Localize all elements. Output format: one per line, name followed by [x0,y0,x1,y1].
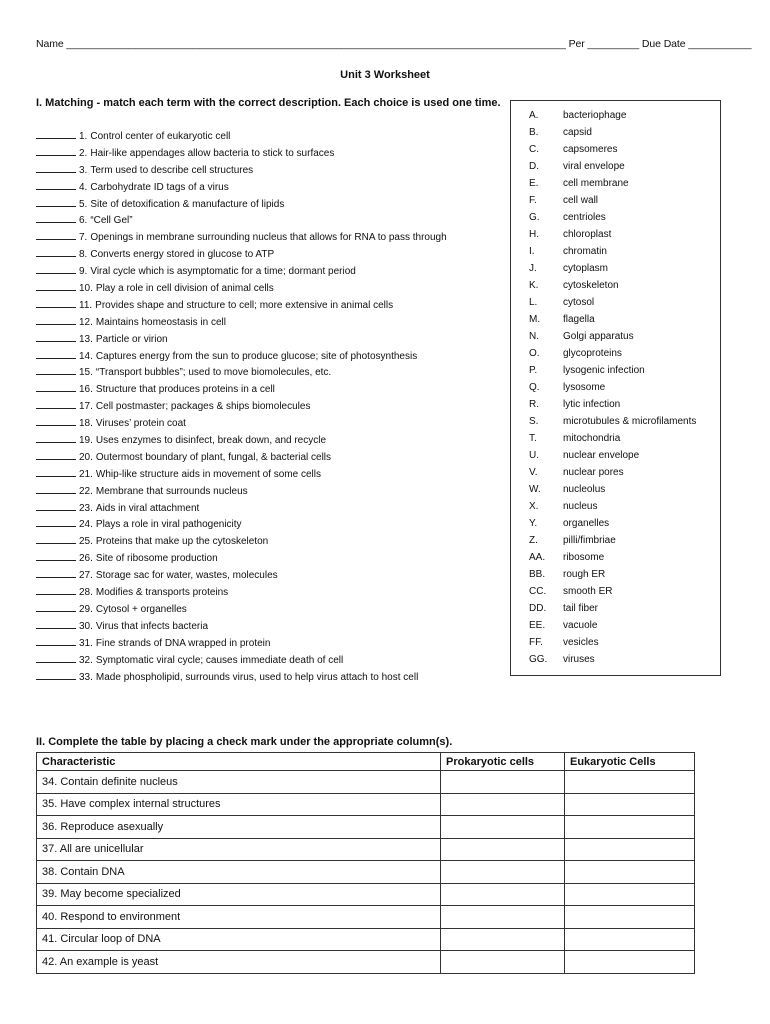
choice-item: I. chromatin [529,246,607,257]
matching-item: 1. Control center of eukaryotic cell [36,127,447,144]
characteristic-cell: 39. May become specialized [37,883,441,906]
matching-item: 32. Symptomatic viral cycle; causes immediate death of cell [36,651,447,668]
answer-blank[interactable] [36,178,76,190]
section2-heading: II. Complete the table by placing a check mark under the appropriate column(s). [36,736,453,748]
name-per-date-line: Name _______________________________________________________________________________________ Per _________ Due Date ___________ [36,38,752,50]
answer-blank[interactable] [36,380,76,392]
matching-item: 23. Aids in viral attachment [36,499,447,516]
prokaryotic-check-cell[interactable] [441,793,565,816]
characteristics-table [36,752,695,974]
answer-blank[interactable] [36,245,76,257]
matching-terms-list [36,127,447,684]
worksheet-title: Unit 3 Worksheet [340,69,430,81]
characteristic-cell: 38. Contain DNA [37,861,441,884]
matching-item: 28. Modifies & transports proteins [36,583,447,600]
matching-item: 19. Uses enzymes to disinfect, break down, and recycle [36,431,447,448]
characteristic-cell: 34. Contain definite nucleus [37,771,441,794]
answer-blank[interactable] [36,363,76,375]
answer-blank[interactable] [36,347,76,359]
choice-item: Z. pilli/fimbriae [529,535,616,546]
table-row [37,951,695,974]
characteristic-cell: 41. Circular loop of DNA [37,928,441,951]
matching-item: 22. Membrane that surrounds nucleus [36,482,447,499]
characteristic-cell: 36. Reproduce asexually [37,816,441,839]
matching-item: 5. Site of detoxification & manufacture of lipids [36,195,447,212]
matching-item: 7. Openings in membrane surrounding nucleus that allows for RNA to pass through [36,228,447,245]
matching-item: 2. Hair-like appendages allow bacteria to stick to surfaces [36,144,447,161]
answer-blank[interactable] [36,431,76,443]
matching-item: 4. Carbohydrate ID tags of a virus [36,178,447,195]
choice-item: N. Golgi apparatus [529,331,634,342]
answer-blank[interactable] [36,634,76,646]
answer-blank[interactable] [36,482,76,494]
choice-item: V. nuclear pores [529,467,624,478]
eukaryotic-check-cell[interactable] [565,906,695,929]
answer-blank[interactable] [36,515,76,527]
eukaryotic-check-cell[interactable] [565,771,695,794]
answer-blank[interactable] [36,228,76,240]
matching-item: 25. Proteins that make up the cytoskeleton [36,532,447,549]
characteristic-cell: 37. All are unicellular [37,838,441,861]
prokaryotic-check-cell[interactable] [441,906,565,929]
choice-item: G. centrioles [529,212,606,223]
eukaryotic-check-cell[interactable] [565,951,695,974]
eukaryotic-check-cell[interactable] [565,861,695,884]
choice-item: M. flagella [529,314,595,325]
answer-blank[interactable] [36,262,76,274]
answer-blank[interactable] [36,499,76,511]
answer-blank[interactable] [36,532,76,544]
table-row [37,771,695,794]
answer-blank[interactable] [36,414,76,426]
matching-item: 17. Cell postmaster; packages & ships biomolecules [36,397,447,414]
answer-blank[interactable] [36,330,76,342]
answer-blank[interactable] [36,144,76,156]
table-row [37,928,695,951]
choice-item: F. cell wall [529,195,599,206]
matching-item: 10. Play a role in cell division of animal cells [36,279,447,296]
choice-item: E. cell membrane [529,178,629,189]
matching-item: 13. Particle or virion [36,330,447,347]
choice-item: EE. vacuole [529,620,598,631]
choice-item: DD. tail fiber [529,603,599,614]
matching-item: 24. Plays a role in viral pathogenicity [36,515,447,532]
choice-item: H. chloroplast [529,229,612,240]
characteristic-cell: 35. Have complex internal structures [37,793,441,816]
prokaryotic-check-cell[interactable] [441,951,565,974]
choice-item: FF. vesicles [529,637,599,648]
section1-heading: I. Matching - match each term with the correct description. Each choice is used one time. [36,97,501,109]
matching-item: 3. Term used to describe cell structures [36,161,447,178]
prokaryotic-check-cell[interactable] [441,838,565,861]
matching-item: 31. Fine strands of DNA wrapped in protein [36,634,447,651]
eukaryotic-check-cell[interactable] [565,928,695,951]
eukaryotic-check-cell[interactable] [565,883,695,906]
prokaryotic-check-cell[interactable] [441,861,565,884]
eukaryotic-check-cell[interactable] [565,793,695,816]
matching-item: 9. Viral cycle which is asymptomatic for a time; dormant period [36,262,447,279]
choice-item: P. lysogenic infection [529,365,645,376]
characteristic-cell: 40. Respond to environment [37,906,441,929]
answer-blank[interactable] [36,651,76,663]
choice-item: R. lytic infection [529,399,621,410]
answer-blank[interactable] [36,195,76,207]
matching-item: 11. Provides shape and structure to cell; more extensive in animal cells [36,296,447,313]
choices-list [529,107,696,668]
choice-item: Y. organelles [529,518,610,529]
eukaryotic-check-cell[interactable] [565,838,695,861]
matching-item: 26. Site of ribosome production [36,549,447,566]
matching-item: 20. Outermost boundary of plant, fungal, & bacterial cells [36,448,447,465]
table-row [37,883,695,906]
answer-blank[interactable] [36,161,76,173]
prokaryotic-check-cell[interactable] [441,771,565,794]
matching-item: 27. Storage sac for water, wastes, molecules [36,566,447,583]
matching-item: 29. Cytosol + organelles [36,600,447,617]
answer-blank[interactable] [36,296,76,308]
choice-item: S. microtubules & microfilaments [529,416,697,427]
choice-item: CC. smooth ER [529,586,613,597]
answer-blank[interactable] [36,566,76,578]
matching-item: 30. Virus that infects bacteria [36,617,447,634]
answer-blank[interactable] [36,617,76,629]
table-row [37,861,695,884]
characteristic-cell: 42. An example is yeast [37,951,441,974]
choice-item: BB. rough ER [529,569,606,580]
prokaryotic-check-cell[interactable] [441,928,565,951]
choice-item: Q. lysosome [529,382,606,393]
matching-item: 18. Viruses’ protein coat [36,414,447,431]
answer-blank[interactable] [36,127,76,139]
table-row [37,793,695,816]
choice-item: K. cytoskeleton [529,280,619,291]
choice-item: A. bacteriophage [529,110,627,121]
answer-blank[interactable] [36,668,76,680]
column-header-eukaryotic: Eukaryotic Cells [565,753,695,771]
matching-item: 14. Captures energy from the sun to produce glucose; site of photosynthesis [36,347,447,364]
answer-blank[interactable] [36,448,76,460]
prokaryotic-check-cell[interactable] [441,816,565,839]
answer-blank[interactable] [36,211,76,223]
choice-item: U. nuclear envelope [529,450,640,461]
table-row [37,816,695,839]
matching-item: 12. Maintains homeostasis in cell [36,313,447,330]
table-row [37,838,695,861]
choice-item: X. nucleus [529,501,598,512]
answer-blank[interactable] [36,465,76,477]
answer-blank[interactable] [36,397,76,409]
choice-item: GG. viruses [529,654,595,665]
matching-item: 6. “Cell Gel” [36,211,447,228]
choice-item: B. capsid [529,127,592,138]
answer-blank[interactable] [36,313,76,325]
choice-item: AA. ribosome [529,552,605,563]
table-header-row [37,753,695,771]
matching-item: 33. Made phospholipid, surrounds virus, used to help virus attach to host cell [36,668,447,685]
table-row [37,906,695,929]
answer-blank[interactable] [36,583,76,595]
choice-item: J. cytoplasm [529,263,609,274]
choice-item: O. glycoproteins [529,348,622,359]
prokaryotic-check-cell[interactable] [441,883,565,906]
answer-blank[interactable] [36,279,76,291]
choice-item: C. capsomeres [529,144,618,155]
choice-item: D. viral envelope [529,161,625,172]
matching-item: 15. “Transport bubbles”; used to move biomolecules, etc. [36,363,447,380]
answer-blank[interactable] [36,549,76,561]
column-header-characteristic: Characteristic [37,753,441,771]
column-header-prokaryotic: Prokaryotic cells [441,753,565,771]
matching-item: 16. Structure that produces proteins in a cell [36,380,447,397]
matching-item: 8. Converts energy stored in glucose to ATP [36,245,447,262]
eukaryotic-check-cell[interactable] [565,816,695,839]
choice-item: L. cytosol [529,297,595,308]
matching-item: 21. Whip-like structure aids in movement of some cells [36,465,447,482]
answer-blank[interactable] [36,600,76,612]
choice-item: T. mitochondria [529,433,621,444]
choice-item: W. nucleolus [529,484,606,495]
